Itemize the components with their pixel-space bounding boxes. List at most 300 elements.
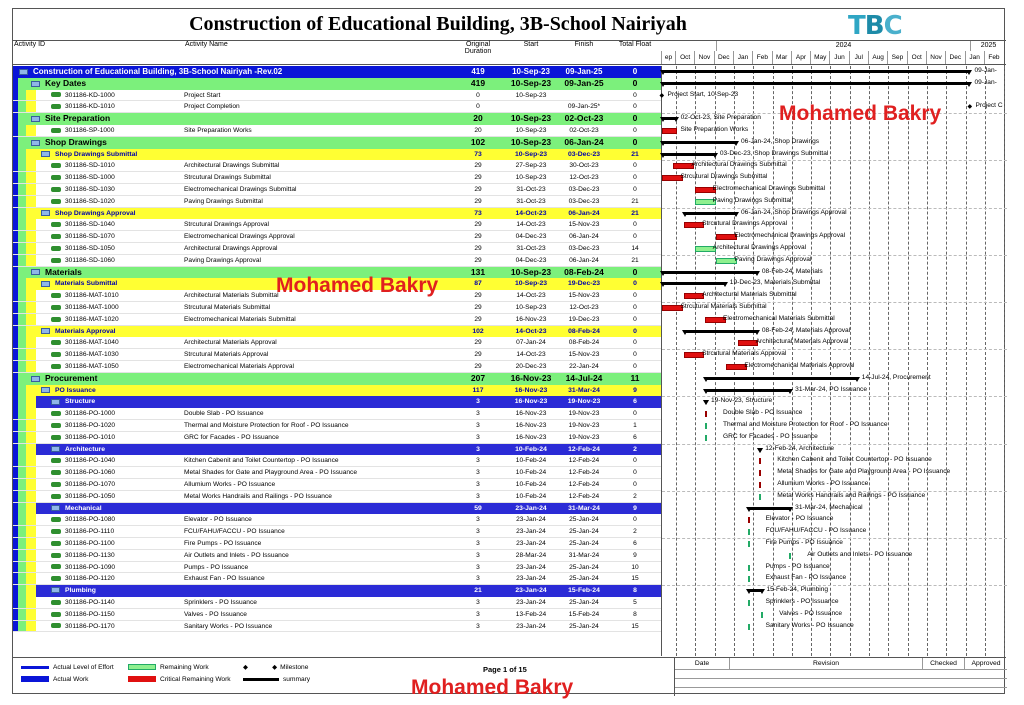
gantt-activity-bar[interactable]	[748, 529, 750, 535]
gantt-activity-bar[interactable]	[761, 612, 763, 618]
finish-cell: 12-Feb-24	[568, 445, 600, 453]
total-float-cell: 6	[633, 433, 637, 441]
timescale-month: ep	[661, 51, 675, 64]
legend-milestone: ◆ ◆ Milestone	[243, 664, 309, 671]
wbs-row[interactable]	[13, 373, 661, 385]
timescale-month: Feb	[752, 51, 771, 64]
total-float-cell: 2	[633, 528, 637, 536]
total-float-cell: 0	[633, 162, 637, 170]
activity-row[interactable]	[13, 514, 661, 526]
gantt-summary-bar[interactable]	[748, 507, 792, 510]
activity-row[interactable]	[13, 432, 661, 444]
wbs-row[interactable]	[13, 444, 661, 456]
activity-row[interactable]	[13, 349, 661, 361]
legend-summary: summary	[243, 675, 310, 685]
gantt-activity-bar[interactable]	[705, 435, 707, 441]
duration-cell: 3	[476, 433, 480, 441]
activity-bar-icon	[51, 408, 61, 420]
total-float-cell: 15	[631, 575, 639, 583]
activity-name: Architectural Drawings Approval	[184, 245, 278, 252]
gantt-activity-bar[interactable]	[705, 411, 707, 417]
rev-col-checked: Checked	[923, 658, 965, 669]
activity-row[interactable]	[13, 479, 661, 491]
start-cell: 10-Sep-23	[512, 67, 550, 76]
gantt-label: Kitchen Cabenit and Toilet Countertop - PO Issuance	[777, 456, 932, 464]
gantt-label: Strcutural Drawings Submittal	[680, 173, 768, 181]
gantt-label: 08-Feb-24, Materials	[761, 267, 823, 275]
gantt-gridline	[966, 66, 967, 656]
total-float-cell: 0	[633, 469, 637, 477]
activity-row[interactable]	[13, 101, 661, 113]
gantt-activity-bar[interactable]	[759, 470, 761, 476]
activity-row[interactable]	[13, 337, 661, 349]
wbs-folder-icon	[31, 78, 43, 90]
start-cell: 16-Nov-23	[515, 433, 547, 441]
duration-cell: 29	[474, 233, 482, 241]
gantt-label: Strcutural Materials Submittal	[680, 303, 767, 310]
start-cell: 14-Oct-23	[515, 327, 547, 335]
activity-id: 301186-PO-1090	[65, 563, 116, 571]
activity-row[interactable]	[13, 125, 661, 137]
total-float-cell: 10	[631, 563, 639, 571]
finish-cell: 06-Jan-24	[569, 233, 599, 241]
activity-row[interactable]	[13, 491, 661, 503]
gantt-activity-bar[interactable]	[705, 423, 707, 429]
gantt-label: Architectural Materials Approval	[755, 338, 849, 346]
activity-row[interactable]	[13, 526, 661, 538]
start-cell: 23-Jan-24	[516, 540, 546, 547]
gantt-gridline	[908, 66, 909, 656]
activity-name: Electromechanical Materials Submittal	[184, 315, 296, 323]
activity-name: GRC for Facades - PO Issuance	[184, 433, 279, 441]
gantt-activity-bar[interactable]	[759, 458, 761, 464]
gantt-summary-bar[interactable]	[705, 400, 707, 403]
col-total-float[interactable]: Total Float	[618, 41, 652, 48]
watermark-middle: Mohamed Bakry	[276, 274, 439, 297]
col-finish[interactable]: Finish	[574, 41, 594, 48]
gantt-summary-bar[interactable]	[759, 448, 761, 451]
wbs-folder-icon	[41, 278, 53, 290]
gantt-gridline	[869, 66, 870, 656]
gantt-activity-bar[interactable]	[759, 482, 761, 488]
duration-cell: 20	[473, 113, 483, 124]
activity-name: Metal Works Handrails and Railings - PO Issuance	[184, 492, 332, 500]
finish-cell: 25-Jan-24	[569, 575, 599, 583]
finish-cell: 30-Oct-23	[569, 162, 599, 170]
activity-bar-icon	[51, 361, 61, 373]
gantt-summary-bar[interactable]	[662, 117, 676, 120]
finish-cell: 25-Jan-24	[569, 528, 599, 536]
total-float-cell: 0	[633, 481, 637, 488]
legend-critical-remaining: Critical Remaining Work	[128, 675, 231, 685]
start-cell: 27-Sep-23	[515, 162, 547, 170]
activity-bar-icon	[51, 337, 61, 349]
activity-row[interactable]	[13, 408, 661, 420]
gantt-activity-bar[interactable]	[759, 494, 761, 500]
total-float-cell: 2	[633, 492, 637, 500]
wbs-folder-icon	[31, 113, 43, 125]
timescale-month: Dec	[714, 51, 733, 64]
finish-cell: 09-Jan-25	[565, 67, 603, 76]
total-float-cell: 0	[633, 339, 637, 347]
total-float-cell: 0	[633, 457, 637, 465]
gantt-summary-bar[interactable]	[662, 82, 970, 85]
activity-row[interactable]	[13, 243, 661, 255]
gantt-label: Strcutural Drawings Approval	[702, 220, 788, 228]
finish-cell: 15-Nov-23	[568, 351, 600, 359]
gantt-label: 09-Jan-	[974, 67, 997, 74]
legend-actual-work: Actual Work	[21, 675, 88, 685]
activity-name: Sanitary Works - PO Issuance	[184, 622, 273, 630]
activity-row[interactable]	[13, 90, 661, 102]
activity-row[interactable]	[13, 302, 661, 314]
finish-cell: 25-Jan-24	[569, 516, 599, 524]
gantt-label: Air Outlets and Inlets - PO Issuance	[807, 550, 913, 558]
finish-cell: 06-Jan-24	[564, 136, 604, 147]
duration-cell: 3	[476, 622, 480, 630]
wbs-row[interactable]	[13, 396, 661, 408]
wbs-row[interactable]	[13, 137, 661, 149]
gantt-activity-bar[interactable]	[789, 553, 791, 559]
gantt-summary-bar[interactable]	[662, 153, 715, 156]
total-float-cell: 9	[633, 551, 637, 559]
wbs-name: Key Dates	[45, 77, 87, 88]
duration-cell: 29	[474, 292, 482, 300]
wbs-folder-icon	[41, 208, 53, 220]
gantt-label: 19-Nov-23, Structure	[710, 397, 773, 405]
start-cell: 23-Jan-24	[516, 516, 546, 524]
activity-row[interactable]	[13, 172, 661, 184]
activity-row[interactable]	[13, 196, 661, 208]
gantt-summary-bar[interactable]	[662, 141, 737, 144]
finish-cell: 08-Feb-24	[568, 339, 600, 347]
duration-cell: 3	[476, 481, 480, 488]
activity-id: 301186-SD-1040	[65, 221, 115, 229]
activity-bar-icon	[51, 184, 61, 196]
start-cell: 16-Nov-23	[514, 398, 548, 406]
activity-bar-icon	[51, 455, 61, 467]
activity-id: 301186-PO-1140	[65, 599, 115, 606]
duration-cell: 3	[476, 540, 480, 547]
finish-cell: 02-Oct-23	[569, 127, 599, 134]
activity-name: Paving Drawings Submittal	[184, 197, 263, 205]
activity-id: 301186-SD-1010	[65, 162, 115, 170]
gantt-activity-bar[interactable]	[748, 600, 750, 606]
total-float-cell: 14	[631, 245, 639, 252]
start-cell: 23-Jan-24	[516, 563, 546, 571]
gantt-summary-bar[interactable]	[705, 389, 791, 392]
duration-cell: 29	[474, 339, 482, 347]
duration-cell: 3	[476, 398, 480, 406]
finish-cell: 12-Oct-23	[569, 174, 599, 182]
gantt-label: 06-Jan-24, Shop Drawings	[741, 137, 820, 145]
activity-id: 301186-PO-1130	[65, 551, 115, 559]
milestone-icon[interactable]: ◆	[967, 104, 973, 111]
wbs-name: Construction of Educational Building, 3B-School Nairiyah -Rev.02	[33, 67, 283, 76]
duration-cell: 3	[476, 457, 480, 465]
finish-cell: 09-Jan-25	[564, 77, 604, 88]
total-float-cell: 0	[633, 233, 637, 241]
activity-bar-icon	[51, 491, 61, 503]
start-cell: 16-Nov-23	[515, 315, 547, 323]
timescale-month: Dec	[945, 51, 964, 64]
wbs-name: Materials Approval	[55, 327, 116, 335]
start-cell: 10-Sep-23	[515, 91, 547, 99]
duration-cell: 29	[474, 315, 482, 323]
wbs-name: Site Preparation	[45, 113, 111, 124]
gantt-activity-bar[interactable]	[662, 128, 676, 134]
gantt-label: Fire Pumps - PO Issuance	[765, 539, 843, 546]
timescale-month: Jul	[849, 51, 868, 64]
gantt-label: Pumps - PO Issuance	[765, 562, 830, 570]
duration-cell: 29	[474, 221, 482, 229]
activity-bar-icon	[51, 231, 61, 243]
activity-bar-icon	[51, 90, 61, 102]
wbs-row[interactable]	[13, 326, 661, 338]
gantt-summary-bar[interactable]	[684, 330, 758, 333]
col-original-duration[interactable]: Original Duration	[464, 41, 492, 55]
gantt-label: Metal Works Handrails and Railings - PO Issuance	[777, 491, 926, 499]
finish-cell: 03-Dec-23	[568, 197, 600, 205]
activity-id: 301186-SD-1070	[65, 233, 115, 241]
legend	[13, 657, 1006, 699]
start-cell: 04-Dec-23	[515, 233, 547, 241]
start-cell: 16-Nov-23	[515, 410, 547, 418]
total-float-cell: 0	[632, 77, 638, 88]
activity-id: 301186-MAT-1030	[65, 351, 119, 359]
activity-bar-icon	[51, 479, 61, 491]
timescale-months	[661, 41, 1006, 64]
activity-row[interactable]	[13, 231, 661, 243]
start-cell: 16-Nov-23	[510, 372, 552, 383]
duration-cell: 117	[472, 386, 484, 394]
finish-cell: 31-Mar-24	[568, 551, 600, 559]
activity-id: 301186-PO-1150	[65, 610, 115, 618]
activity-row[interactable]	[13, 314, 661, 326]
duration-cell: 29	[474, 351, 482, 359]
start-cell: 23-Jan-24	[516, 599, 546, 606]
finish-cell: 22-Jan-24	[569, 363, 599, 370]
activity-row[interactable]	[13, 621, 661, 633]
wbs-row[interactable]	[13, 113, 661, 125]
start-cell: 14-Oct-23	[516, 292, 546, 300]
finish-cell: 06-Jan-24	[568, 209, 600, 217]
activity-bar-icon	[51, 349, 61, 361]
finish-cell: 14-Jul-24	[565, 372, 603, 383]
start-cell: 10-Sep-23	[514, 150, 548, 158]
total-float-cell: 0	[632, 136, 638, 147]
activity-row[interactable]	[13, 609, 661, 621]
activity-bar-icon	[51, 302, 61, 314]
duration-cell: 3	[476, 563, 480, 571]
start-cell: 10-Feb-24	[515, 469, 547, 477]
gantt-activity-bar[interactable]	[748, 576, 750, 582]
activity-name: Strcutural Materials Submittal	[184, 304, 271, 311]
finish-cell: 02-Oct-23	[564, 113, 604, 124]
finish-cell: 08-Feb-24	[564, 266, 604, 277]
activity-row[interactable]	[13, 538, 661, 550]
timescale-month: Jan	[733, 51, 752, 64]
gantt-summary-bar[interactable]	[705, 377, 858, 380]
activity-row[interactable]	[13, 184, 661, 196]
gantt-label: 03-Dec-23, Shop Drawings Submittal	[719, 149, 829, 157]
gantt-summary-bar[interactable]	[684, 212, 737, 215]
col-start[interactable]: Start	[523, 41, 539, 48]
wbs-row[interactable]	[13, 208, 661, 220]
total-float-cell: 0	[633, 221, 637, 229]
gantt-activity-bar[interactable]	[748, 565, 750, 571]
gantt-label: Architectural Drawings Submittal	[691, 161, 787, 169]
gantt-label: Valves - PO Issuance	[779, 609, 843, 617]
start-cell: 10-Sep-23	[510, 136, 552, 147]
gantt-label: Electromechanical Materials Approval	[744, 362, 855, 369]
gantt-label: 12-Feb-24, Architecture	[765, 444, 835, 452]
finish-cell: 25-Jan-24	[569, 622, 599, 630]
gantt-gridline	[830, 66, 831, 656]
wbs-row[interactable]	[13, 585, 661, 597]
gantt-chart	[661, 66, 1006, 656]
start-cell: 10-Sep-23	[515, 304, 547, 311]
duration-cell: 3	[476, 516, 480, 524]
activity-bar-icon	[51, 290, 61, 302]
total-float-cell: 0	[633, 103, 637, 111]
wbs-folder-icon	[31, 267, 43, 279]
activity-bar-icon	[51, 255, 61, 267]
activity-row[interactable]	[13, 573, 661, 585]
start-cell: 07-Jan-24	[516, 339, 546, 347]
start-cell: 23-Jan-24	[516, 528, 546, 536]
duration-cell: 3	[476, 599, 480, 606]
activity-row[interactable]	[13, 467, 661, 479]
activity-id: 301186-PO-1060	[65, 469, 116, 477]
timescale-month: Jan	[965, 51, 984, 64]
gantt-summary-bar[interactable]	[748, 589, 763, 592]
wbs-row[interactable]	[13, 78, 661, 90]
activity-id: 301186-PO-1170	[65, 622, 115, 630]
gantt-label: Sprinklers - PO Issuance	[765, 598, 839, 605]
total-float-cell: 0	[633, 174, 637, 182]
activity-row[interactable]	[13, 550, 661, 562]
activity-bar-icon	[51, 172, 61, 184]
start-cell: 10-Feb-24	[515, 481, 547, 488]
col-activity-id[interactable]: Activity ID	[14, 41, 46, 48]
gantt-summary-bar[interactable]	[662, 282, 725, 285]
activity-name: Electromechanical Drawings Submittal	[184, 186, 297, 193]
activity-row[interactable]	[13, 597, 661, 609]
activity-id: 301186-PO-1070	[65, 481, 116, 488]
finish-cell: 03-Dec-23	[568, 186, 600, 193]
finish-cell: 25-Jan-24	[569, 599, 599, 606]
total-float-cell: 8	[633, 610, 637, 618]
gantt-label: 02-Oct-23, Site Preparation	[680, 114, 761, 122]
wbs-folder-icon	[51, 444, 63, 456]
timescale-month: Feb	[984, 51, 1003, 64]
activity-row[interactable]	[13, 455, 661, 467]
start-cell: 23-Jan-24	[516, 622, 546, 630]
gantt-summary-bar[interactable]	[662, 271, 757, 274]
total-float-cell: 11	[630, 372, 640, 383]
activity-name: Architectural Drawings Submittal	[184, 162, 280, 170]
activity-row[interactable]	[13, 255, 661, 267]
wbs-name: Procurement	[45, 372, 98, 383]
activity-name: Architectural Materials Approval	[184, 339, 277, 347]
gantt-label: 06-Jan-24, Shop Drawings Approval	[741, 208, 847, 216]
watermark-bottom: Mohamed Bakry	[411, 676, 574, 699]
gantt-label: Elevator - PO Issuance	[765, 515, 834, 523]
wbs-row[interactable]	[13, 385, 661, 397]
gantt-label: 14-Jul-24, Procurement	[861, 373, 931, 381]
finish-cell: 19-Dec-23	[567, 280, 601, 288]
activity-bar-icon	[51, 573, 61, 585]
activity-id: 301186-MAT-1040	[65, 339, 119, 347]
duration-cell: 3	[476, 492, 480, 500]
milestone-icon[interactable]: ◆	[659, 92, 665, 99]
rev-col-date: Date	[675, 658, 730, 669]
activity-bar-icon	[51, 621, 61, 633]
wbs-row[interactable]	[13, 149, 661, 161]
report-title: Construction of Educational Building, 3B-School Nairiyah	[189, 13, 687, 35]
wbs-folder-icon	[51, 585, 63, 597]
timescale-month: Nov	[926, 51, 945, 64]
milestone-icon: ◆	[243, 664, 249, 671]
duration-cell: 3	[476, 575, 480, 583]
gantt-label: Paving Drawings Submittal	[712, 196, 792, 204]
gantt-label: 09-Jan-	[974, 78, 997, 86]
legend-remaining-work: Remaining Work	[128, 663, 209, 673]
activity-id: 301186-MAT-1000	[65, 304, 119, 311]
gantt-activity-bar[interactable]	[748, 517, 750, 523]
activity-row[interactable]	[13, 160, 661, 172]
gantt-activity-bar[interactable]	[748, 541, 750, 547]
gantt-activity-bar[interactable]	[748, 624, 750, 630]
activity-row[interactable]	[13, 562, 661, 574]
duration-cell: 3	[476, 445, 480, 453]
duration-cell: 29	[474, 363, 482, 370]
activity-id: 301186-KD-1010	[65, 103, 115, 111]
finish-cell: 25-Jan-24	[569, 540, 599, 547]
duration-cell: 0	[476, 91, 480, 99]
start-cell: 28-Mar-24	[515, 551, 547, 559]
activity-row[interactable]	[13, 361, 661, 373]
wbs-folder-icon	[31, 137, 43, 149]
total-float-cell: 1	[633, 422, 637, 429]
start-cell: 10-Feb-24	[515, 457, 547, 465]
activity-row[interactable]	[13, 420, 661, 432]
activity-name: Site Preparation Works	[184, 127, 252, 134]
rev-col-approved: Approved	[971, 660, 1001, 667]
wbs-name: Structure	[65, 398, 96, 406]
col-activity-name[interactable]: Activity Name	[185, 41, 228, 48]
wbs-row[interactable]	[13, 503, 661, 515]
gantt-label: Double Slab - PO Issuance	[722, 409, 803, 417]
wbs-row[interactable]	[13, 66, 661, 78]
total-float-cell: 2	[633, 445, 637, 453]
duration-cell: 21	[474, 587, 482, 595]
duration-cell: 29	[474, 162, 482, 170]
timescale-month: Jun	[829, 51, 848, 64]
finish-cell: 31-Mar-24	[568, 386, 600, 394]
finish-cell: 12-Feb-24	[568, 469, 600, 477]
total-float-cell: 0	[633, 351, 637, 359]
wbs-name: Materials	[45, 266, 82, 277]
start-cell: 14-Oct-23	[516, 351, 546, 359]
activity-name: Exhaust Fan - PO Issuance	[184, 575, 265, 583]
gantt-summary-bar[interactable]	[662, 70, 970, 73]
revision-table	[674, 658, 1006, 696]
activity-row[interactable]	[13, 219, 661, 231]
finish-cell: 19-Dec-23	[568, 315, 600, 323]
start-cell: 14-Oct-23	[515, 209, 547, 217]
